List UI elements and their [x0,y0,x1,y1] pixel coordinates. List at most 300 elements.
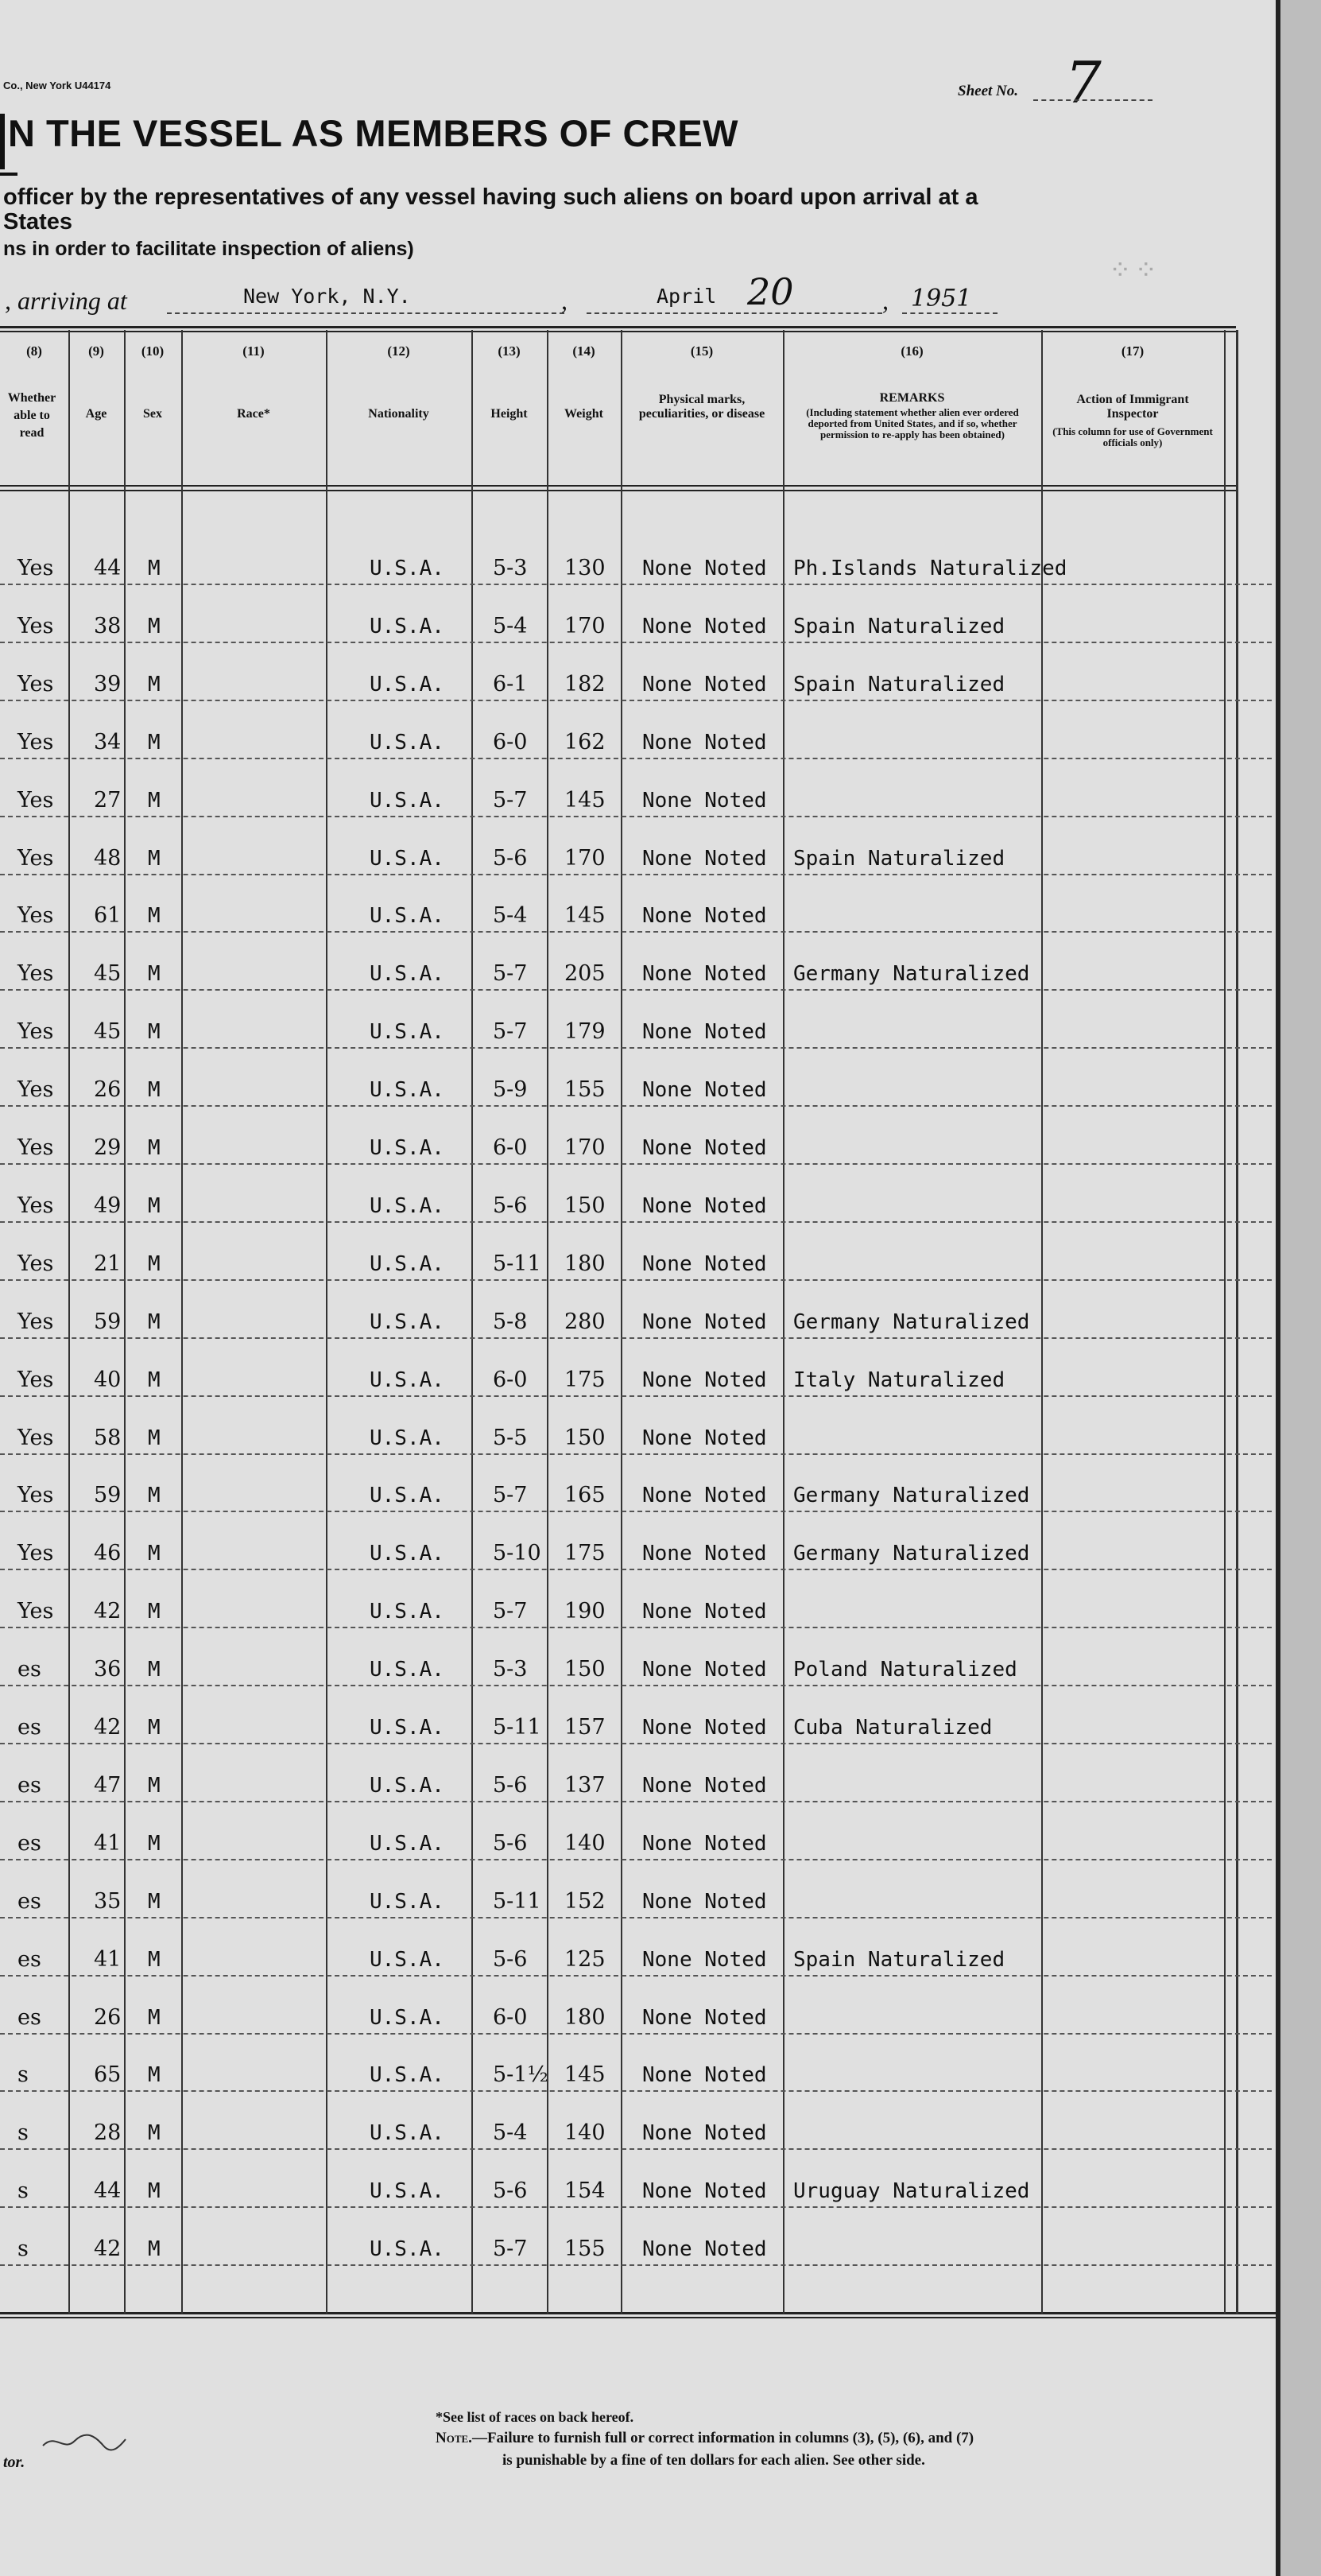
cell-height: 6-1 [493,671,528,696]
row-rule [0,874,1272,875]
cell-marks: None Noted [642,730,767,755]
cell-remarks: Spain Naturalized [793,1947,1005,1972]
cell-weight: 170 [564,1135,606,1160]
cell-age: 21 [94,1251,122,1276]
cell-weight: 137 [564,1772,606,1798]
cell-read: Yes [17,1425,54,1450]
cell-height: 5-11 [493,1251,541,1276]
cell-remarks: Cuba Naturalized [793,1716,993,1740]
cell-weight: 125 [564,1946,606,1972]
row-rule [0,2090,1272,2092]
cell-marks: None Noted [642,1078,767,1103]
cell-height: 5-7 [493,1599,528,1624]
table-top-rule [0,326,1236,328]
col-num-11: (11) [242,343,265,359]
table-row [0,1302,1272,1339]
row-rule [0,642,1272,643]
cell-nat: U.S.A. [370,846,444,871]
cell-height: 6-0 [493,1367,528,1392]
cell-marks: None Noted [642,1831,767,1856]
cell-sex: M [148,1889,161,1914]
arrival-month: April [657,285,717,308]
cell-marks: None Noted [642,1889,767,1914]
cell-nat: U.S.A. [370,1193,444,1218]
cell-height: 5-7 [493,2237,528,2262]
cell-sex: M [148,1193,161,1218]
cell-age: 28 [94,2120,122,2146]
col-num-10: (10) [141,343,165,359]
cell-read: Yes [17,845,54,871]
cell-marks: None Noted [642,1426,767,1450]
cell-height: 5-7 [493,1483,528,1508]
col-head-remarks-note: (Including statement whether alien ever ordered deported from United States, and if so, whether permission to re-apply has been obtained) [806,406,1019,440]
cell-read: es [17,2004,41,2030]
comma-separator-2: , [882,286,889,315]
cell-weight: 180 [564,2004,606,2030]
cell-height: 5-5 [493,1425,528,1450]
cell-sex: M [148,1542,161,1566]
cell-age: 42 [94,1599,122,1624]
cell-age: 45 [94,961,122,987]
cell-nat: U.S.A. [370,1078,444,1103]
cell-weight: 162 [564,729,606,755]
row-rule [0,1859,1272,1860]
cell-nat: U.S.A. [370,2237,444,2262]
row-rule [0,1569,1272,1570]
races-footnote: *See list of races on back hereof. [436,2409,634,2425]
cell-marks: None Noted [642,614,767,638]
cell-height: 5-10 [493,1541,541,1566]
table-row [0,549,1272,585]
cell-sex: M [148,557,161,580]
header-bottom-rule-2 [0,490,1236,491]
note-block [436,2430,974,2447]
cell-marks: None Noted [642,1773,767,1798]
cell-sex: M [148,1947,161,1972]
cell-read: Yes [17,1483,54,1508]
cell-age: 38 [94,613,122,638]
cell-remarks: Germany Naturalized [793,962,1030,987]
cell-sex: M [148,1309,161,1334]
cell-nat: U.S.A. [370,1309,444,1334]
row-rule [0,2264,1272,2266]
cell-marks: None Noted [642,672,767,696]
table-row [0,1708,1272,1744]
table-top-rule-2 [0,331,1236,332]
cell-height: 6-0 [493,2004,528,2030]
cell-marks: None Noted [642,1947,767,1972]
cell-age: 34 [94,729,122,755]
cell-weight: 150 [564,1657,606,1682]
cell-height: 5-4 [493,613,528,638]
row-rule [0,1279,1272,1281]
cell-age: 48 [94,845,122,871]
cell-sex: M [148,1078,161,1103]
cell-read: Yes [17,1019,54,1045]
table-row [0,1650,1272,1686]
row-rule [0,989,1272,991]
sheet-number-dots [1033,99,1152,101]
cell-age: 41 [94,1946,122,1972]
cell-read: s [17,2178,29,2204]
cell-age: 36 [94,1657,122,1682]
cell-read: es [17,1946,41,1972]
cell-read: Yes [17,1599,54,1624]
cell-height: 5-6 [493,1772,528,1798]
row-rule [0,700,1272,701]
cell-weight: 150 [564,1425,606,1450]
cell-age: 47 [94,1772,122,1798]
sheet-number-label: Sheet No. [958,83,1018,99]
cell-nat: U.S.A. [370,1947,444,1972]
cell-height: 5-6 [493,1830,528,1856]
cell-age: 46 [94,1541,122,1566]
row-rule [0,1221,1272,1223]
cell-age: 42 [94,2237,122,2262]
col-head-read: Whether able to read [7,391,56,440]
table-row [0,1012,1272,1049]
cell-marks: None Noted [642,1658,767,1682]
cell-age: 41 [94,1830,122,1856]
cell-weight: 179 [564,1019,606,1045]
col-head-sex: Sex [143,407,162,421]
cell-weight: 154 [564,2178,606,2204]
cell-age: 35 [94,1888,122,1914]
cell-sex: M [148,904,161,929]
cell-height: 5-7 [493,961,528,987]
title-underline-fragment [0,173,17,176]
cell-age: 29 [94,1135,122,1160]
cell-marks: None Noted [642,2179,767,2204]
col-num-16: (16) [901,343,924,359]
cell-marks: None Noted [642,904,767,929]
instruction-line-1: officer by the representatives of any vessel having such aliens on board upon arrival at a [3,184,978,210]
cell-sex: M [148,962,161,987]
cell-weight: 140 [564,2120,606,2146]
cell-height: 5-1½ [493,2062,548,2088]
table-row [0,2171,1272,2208]
cell-height: 5-8 [493,1309,528,1334]
row-rule [0,1975,1272,1977]
col-num-12: (12) [387,343,410,359]
row-rule [0,1047,1272,1049]
cell-sex: M [148,1136,161,1160]
cell-remarks: Germany Naturalized [793,1542,1030,1566]
cell-read: es [17,1830,41,1856]
table-bottom-rule [0,2312,1276,2314]
cell-nat: U.S.A. [370,557,444,580]
sheet-number: 7 [1065,49,1102,116]
cell-age: 49 [94,1193,122,1218]
cell-nat: U.S.A. [370,1773,444,1798]
title-bar-fragment [0,114,5,169]
row-rule [0,1627,1272,1628]
table-row [0,1128,1272,1165]
cell-sex: M [148,1658,161,1682]
table-row [0,1766,1272,1802]
table-row [0,2113,1272,2150]
cell-age: 61 [94,903,122,929]
cell-sex: M [148,2237,161,2262]
col-head-height: Height [490,407,528,421]
cell-read: Yes [17,1541,54,1566]
cell-nat: U.S.A. [370,1484,444,1508]
cell-height: 5-9 [493,1077,528,1103]
arrival-day: 20 [747,270,794,313]
col-num-13: (13) [498,343,521,359]
comma-separator: , [561,286,568,315]
cell-weight: 145 [564,903,606,929]
cell-sex: M [148,1716,161,1740]
cell-marks: None Noted [642,1600,767,1624]
cell-nat: U.S.A. [370,2005,444,2030]
cell-weight: 145 [564,2062,606,2088]
cell-marks: None Noted [642,1193,767,1218]
cell-remarks: Spain Naturalized [793,614,1005,638]
row-rule [0,1801,1272,1802]
cell-nat: U.S.A. [370,1542,444,1566]
cell-nat: U.S.A. [370,614,444,638]
table-row [0,1476,1272,1512]
table-row [0,2055,1272,2092]
cell-weight: 280 [564,1309,606,1334]
col-head-nationality: Nationality [368,407,429,421]
table-row [0,2229,1272,2266]
cell-weight: 170 [564,845,606,871]
cell-sex: M [148,2179,161,2204]
signature-fragment: tor. [3,2454,25,2471]
instruction-line-3: ns in order to facilitate inspection of aliens) [3,238,414,260]
cell-nat: U.S.A. [370,904,444,929]
cell-sex: M [148,1020,161,1045]
cell-marks: None Noted [642,1251,767,1276]
cell-remarks: Germany Naturalized [793,1484,1030,1508]
cell-height: 5-7 [493,787,528,813]
cell-age: 58 [94,1425,122,1450]
col-num-14: (14) [572,343,595,359]
cell-read: Yes [17,1309,54,1334]
cell-sex: M [148,1368,161,1392]
cell-nat: U.S.A. [370,1251,444,1276]
cell-sex: M [148,1831,161,1856]
arrival-year: 1951 [911,285,972,312]
cell-marks: None Noted [642,2121,767,2146]
cell-marks: None Noted [642,1484,767,1508]
cell-read: s [17,2120,29,2146]
cell-weight: 180 [564,1251,606,1276]
cell-read: Yes [17,556,54,580]
col-head-race: Race* [237,407,270,421]
cell-nat: U.S.A. [370,730,444,755]
cell-remarks: Germany Naturalized [793,1309,1030,1334]
cell-sex: M [148,1251,161,1276]
cell-height: 5-3 [493,556,528,580]
cell-weight: 155 [564,1077,606,1103]
table-bottom-rule-2 [0,2317,1276,2318]
cell-age: 39 [94,671,122,696]
cell-marks: None Noted [642,1716,767,1740]
table-row [0,607,1272,643]
cell-marks: None Noted [642,962,767,987]
cell-age: 59 [94,1309,122,1334]
cell-read: es [17,1772,41,1798]
cell-height: 5-11 [493,1888,541,1914]
col-head-weight: Weight [564,407,603,421]
cell-age: 42 [94,1715,122,1740]
table-row [0,1360,1272,1397]
cell-sex: M [148,788,161,813]
cell-age: 45 [94,1019,122,1045]
row-rule [0,1453,1272,1455]
cell-read: es [17,1657,41,1682]
col-num-9: (9) [88,343,104,359]
cell-weight: 145 [564,787,606,813]
row-rule [0,816,1272,817]
cell-age: 65 [94,2062,122,2088]
table-row [0,781,1272,817]
cell-read: Yes [17,613,54,638]
cell-marks: None Noted [642,1020,767,1045]
table-row [0,1592,1272,1628]
row-rule [0,2033,1272,2035]
signature-scribble [40,2428,127,2457]
table-row [0,1186,1272,1223]
col-num-8: (8) [26,343,42,359]
cell-remarks: Uruguay Naturalized [793,2179,1030,2204]
cell-age: 44 [94,2178,122,2204]
cell-height: 5-6 [493,2178,528,2204]
cell-height: 5-6 [493,1193,528,1218]
cell-height: 6-0 [493,729,528,755]
header-bottom-rule [0,485,1236,487]
row-rule [0,2206,1272,2208]
cell-weight: 170 [564,613,606,638]
cell-height: 5-6 [493,1946,528,1972]
col-head-remarks: REMARKS [879,391,945,405]
cell-weight: 190 [564,1599,606,1624]
row-rule [0,1511,1272,1512]
cell-sex: M [148,614,161,638]
cell-marks: None Noted [642,2237,767,2262]
instruction-line-2: States [3,209,73,235]
cell-read: es [17,1715,41,1740]
cell-weight: 155 [564,2237,606,2262]
row-rule [0,1685,1272,1686]
table-row [0,896,1272,933]
cell-sex: M [148,1773,161,1798]
col-num-17: (17) [1121,343,1145,359]
cell-nat: U.S.A. [370,1831,444,1856]
row-rule [0,1917,1272,1918]
cell-nat: U.S.A. [370,2063,444,2088]
note-label: Note. [436,2430,472,2446]
form-title: N THE VESSEL AS MEMBERS OF CREW [8,112,739,154]
table-row [0,665,1272,701]
faint-stamp: ⁘⁘ [1109,256,1160,285]
cell-weight: 175 [564,1367,606,1392]
cell-weight: 157 [564,1715,606,1740]
cell-read: Yes [17,671,54,696]
cell-read: s [17,2062,29,2088]
cell-age: 44 [94,556,122,580]
table-row [0,1418,1272,1455]
table-row [0,839,1272,875]
cell-sex: M [148,1484,161,1508]
cell-age: 26 [94,1077,122,1103]
cell-height: 5-4 [493,903,528,929]
cell-remarks: Italy Naturalized [793,1368,1005,1392]
cell-read: es [17,1888,41,1914]
col-head-marks: Physical marks, peculiarities, or disease [638,393,765,421]
cell-nat: U.S.A. [370,2179,444,2204]
cell-read: Yes [17,1193,54,1218]
cell-nat: U.S.A. [370,1020,444,1045]
table-row [0,1070,1272,1107]
col-head-age: Age [85,407,107,421]
cell-sex: M [148,672,161,696]
cell-age: 40 [94,1367,122,1392]
col-head-action: Action of Immigrant Inspector [1076,393,1189,421]
cell-marks: None Noted [642,1542,767,1566]
year-dots [902,312,998,314]
col-head-action-note: (This column for use of Government officials only) [1052,425,1213,448]
row-rule [0,1163,1272,1165]
cell-sex: M [148,1600,161,1624]
table-row [0,723,1272,759]
cell-remarks: Poland Naturalized [793,1658,1017,1682]
cell-sex: M [148,2063,161,2088]
row-rule [0,758,1272,759]
row-rule [0,1105,1272,1107]
cell-nat: U.S.A. [370,672,444,696]
cell-read: Yes [17,729,54,755]
cell-nat: U.S.A. [370,1658,444,1682]
cell-age: 59 [94,1483,122,1508]
cell-marks: None Noted [642,2063,767,2088]
cell-nat: U.S.A. [370,1600,444,1624]
table-row [0,954,1272,991]
printer-imprint: Co., New York U44174 [3,80,111,91]
cell-remarks: Spain Naturalized [793,672,1005,696]
row-rule [0,1337,1272,1339]
table-row [0,1534,1272,1570]
cell-read: Yes [17,961,54,987]
cell-height: 5-11 [493,1715,541,1740]
cell-nat: U.S.A. [370,2121,444,2146]
row-rule [0,2148,1272,2150]
cell-weight: 140 [564,1830,606,1856]
cell-sex: M [148,1426,161,1450]
cell-remarks: Spain Naturalized [793,846,1005,871]
cell-nat: U.S.A. [370,1889,444,1914]
cell-marks: None Noted [642,557,767,580]
table-row [0,1998,1272,2035]
cell-read: Yes [17,1077,54,1103]
table-row [0,1824,1272,1860]
table-row [0,1940,1272,1977]
cell-height: 6-0 [493,1135,528,1160]
cell-weight: 175 [564,1541,606,1566]
cell-read: Yes [17,903,54,929]
arriving-place-dots [167,312,564,314]
col-num-15: (15) [690,343,714,359]
cell-weight: 205 [564,961,606,987]
cell-sex: M [148,2005,161,2030]
cell-read: s [17,2237,29,2262]
cell-weight: 152 [564,1888,606,1914]
cell-weight: 150 [564,1193,606,1218]
cell-nat: U.S.A. [370,1136,444,1160]
